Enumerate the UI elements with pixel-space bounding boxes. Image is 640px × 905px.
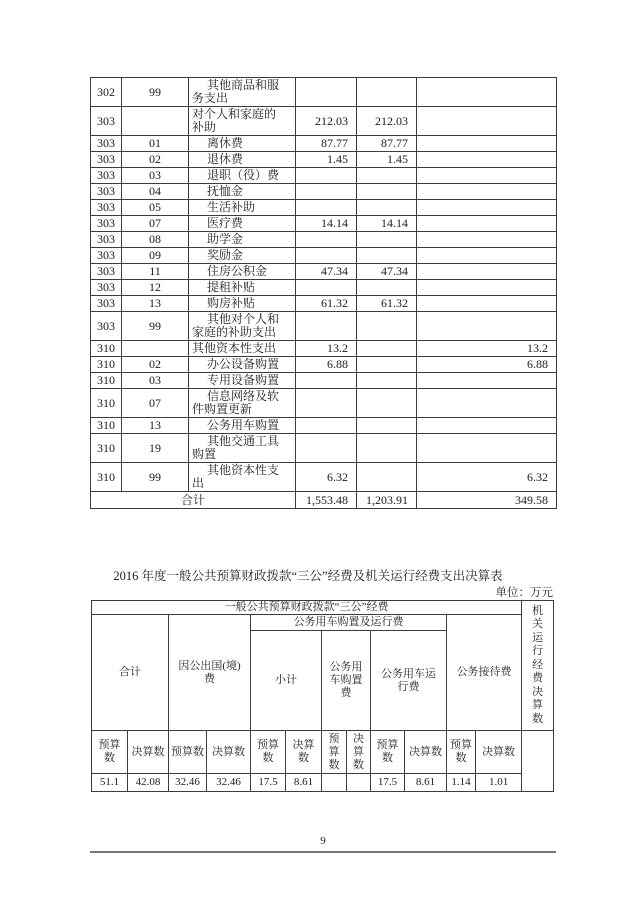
cell-class-code: 303 — [91, 107, 122, 136]
cell-class-code: 303 — [91, 168, 122, 184]
cell-value-other — [417, 434, 557, 463]
cell-subclass-code: 19 — [122, 434, 189, 463]
cell-class-code: 310 — [91, 389, 122, 418]
cell-value-other: 6.32 — [417, 463, 557, 492]
cell-value-other — [417, 264, 557, 280]
cell-subclass-code: 03 — [122, 168, 189, 184]
unit-label: 单位：万元 — [495, 587, 553, 599]
cell-class-code: 303 — [91, 200, 122, 216]
cell-item-name: 办公设备购置 — [189, 357, 296, 373]
budget-detail-row — [91, 200, 557, 216]
final-label-cell: 决算数 — [405, 731, 447, 774]
final-label-cell: 决算数 — [128, 731, 169, 774]
budget-detail-row — [91, 312, 557, 341]
cell-value-other — [417, 78, 557, 107]
cell-item-name: 专用设备购置 — [189, 373, 296, 389]
budget-label-cell: 预算数 — [169, 731, 207, 774]
cell-item-name: 信息网络及软件购置更新 — [189, 389, 296, 418]
cell-subclass-code: 01 — [122, 136, 189, 152]
budget-detail-row — [91, 373, 557, 389]
budget-detail-row — [91, 341, 557, 357]
cell-class-code: 303 — [91, 264, 122, 280]
header-row-group — [92, 601, 554, 615]
cell-value-budget — [296, 434, 357, 463]
cell-subclass-code: 99 — [122, 463, 189, 492]
cell-value-budget: 13.2 — [296, 341, 357, 357]
cell-subclass-code: 02 — [122, 357, 189, 373]
cell-class-code: 303 — [91, 248, 122, 264]
page-number: 9 — [320, 835, 326, 847]
cell-subclass-code: 03 — [122, 373, 189, 389]
cell-class-code: 310 — [91, 463, 122, 492]
cell-value-budget: 6.32 — [296, 463, 357, 492]
budget-detail-row — [91, 357, 557, 373]
cell-value-final — [357, 357, 417, 373]
cell-subclass-code: 99 — [122, 312, 189, 341]
cell-value-other — [417, 200, 557, 216]
measure-header-row — [92, 731, 554, 774]
cell-subclass-code: 99 — [122, 78, 189, 107]
cell-value-final — [357, 341, 417, 357]
cell-value-budget: 47.34 — [296, 264, 357, 280]
cell-class-code: 303 — [91, 296, 122, 312]
total-value-budget: 1,553.48 — [296, 492, 357, 509]
budget-detail-row — [91, 216, 557, 232]
budget-label-cell: 预算数 — [251, 731, 286, 774]
budget-detail-row — [91, 463, 557, 492]
cell-value-final — [357, 200, 417, 216]
budget-label-cell: 预算数 — [447, 731, 476, 774]
budget-detail-row — [91, 280, 557, 296]
budget-detail-row — [91, 418, 557, 434]
cell-value-budget: 212.03 — [296, 107, 357, 136]
cell-value-final — [357, 312, 417, 341]
cell-value-final — [357, 184, 417, 200]
cell-value-final: 87.77 — [357, 136, 417, 152]
expense-value-cell: 42.08 — [128, 774, 169, 792]
budget-detail-row — [91, 389, 557, 418]
header-row-categories — [92, 615, 554, 631]
cell-item-name: 退休费 — [189, 152, 296, 168]
cell-value-final: 14.14 — [357, 216, 417, 232]
cell-value-other — [417, 152, 557, 168]
vertical-header-text: 机关运行经费决算数 — [532, 604, 544, 725]
budget-detail-row — [91, 264, 557, 280]
budget-detail-table — [90, 77, 557, 509]
total-label-cell: 合计 — [91, 492, 296, 509]
cell-value-other — [417, 248, 557, 264]
cell-value-other — [417, 168, 557, 184]
total-value-final: 1,203.91 — [357, 492, 417, 509]
cell-subclass-code: 08 — [122, 232, 189, 248]
total-value-other: 349.58 — [417, 492, 557, 509]
budget-detail-row — [91, 168, 557, 184]
header-agency-operating-vertical — [522, 601, 554, 731]
expense-value-cell: 1.01 — [476, 774, 522, 792]
cell-value-other — [417, 296, 557, 312]
header-total: 合计 — [92, 615, 169, 731]
cell-value-budget — [296, 232, 357, 248]
header-reception-expense: 公务接待费 — [447, 615, 522, 731]
cell-value-final — [357, 434, 417, 463]
cell-value-budget — [296, 248, 357, 264]
cell-item-name: 抚恤金 — [189, 184, 296, 200]
cell-value-final — [357, 373, 417, 389]
cell-class-code: 303 — [91, 136, 122, 152]
cell-class-code: 310 — [91, 341, 122, 357]
cell-value-other — [417, 280, 557, 296]
final-label-cell: 决算数 — [207, 731, 251, 774]
cell-class-code: 303 — [91, 280, 122, 296]
cell-value-budget — [296, 78, 357, 107]
table2-title: 2016 年度一般公共预算财政拨款“三公”经费及机关运行经费支出决算表 — [113, 569, 503, 583]
cell-value-final: 61.32 — [357, 296, 417, 312]
cell-item-name: 离休费 — [189, 136, 296, 152]
header-subtotal: 小计 — [251, 631, 322, 731]
budget-detail-row — [91, 107, 557, 136]
cell-value-other — [417, 373, 557, 389]
cell-value-budget: 61.32 — [296, 296, 357, 312]
cell-item-name: 医疗费 — [189, 216, 296, 232]
expense-value-cell: 17.5 — [251, 774, 286, 792]
cell-item-name: 对个人和家庭的补助 — [189, 107, 296, 136]
cell-value-final — [357, 280, 417, 296]
cell-item-name: 公务用车购置 — [189, 418, 296, 434]
cell-subclass-code: 13 — [122, 296, 189, 312]
cell-class-code: 303 — [91, 216, 122, 232]
budget-detail-table-body — [91, 78, 557, 509]
cell-item-name: 购房补贴 — [189, 296, 296, 312]
final-label-cell: 决算数 — [286, 731, 322, 774]
header-abroad-expense: 因公出国(境)费 — [169, 615, 251, 731]
cell-class-code: 303 — [91, 312, 122, 341]
cell-class-code: 310 — [91, 418, 122, 434]
cell-value-final — [357, 78, 417, 107]
cell-value-final — [357, 232, 417, 248]
cell-value-final: 47.34 — [357, 264, 417, 280]
cell-item-name: 退职（役）费 — [189, 168, 296, 184]
final-label-cell: 决算数 — [347, 731, 371, 774]
cell-subclass-code: 13 — [122, 418, 189, 434]
budget-detail-row — [91, 248, 557, 264]
cell-subclass-code: 12 — [122, 280, 189, 296]
cell-value-other — [417, 418, 557, 434]
cell-value-budget — [296, 184, 357, 200]
cell-class-code: 310 — [91, 434, 122, 463]
expense-value-cell: 1.14 — [447, 774, 476, 792]
cell-value-budget — [296, 373, 357, 389]
final-label-cell: 决算数 — [476, 731, 522, 774]
cell-value-budget — [296, 280, 357, 296]
budget-detail-row — [91, 434, 557, 463]
cell-value-budget: 1.45 — [296, 152, 357, 168]
cell-item-name: 住房公积金 — [189, 264, 296, 280]
cell-item-name: 助学金 — [189, 232, 296, 248]
budget-label-cell: 预算数 — [322, 731, 347, 774]
cell-value-other — [417, 136, 557, 152]
cell-item-name: 其他交通工具购置 — [189, 434, 296, 463]
cell-value-budget — [296, 389, 357, 418]
cell-value-final — [357, 418, 417, 434]
total-row — [91, 492, 557, 509]
expense-value-cell: 17.5 — [371, 774, 405, 792]
expense-value-cell: 51.1 — [92, 774, 128, 792]
agency-operating-empty-cell — [522, 731, 554, 792]
header-vehicle-purchase: 公务用车购置费 — [322, 631, 371, 731]
footer-rule — [90, 851, 556, 853]
cell-subclass-code: 11 — [122, 264, 189, 280]
cell-value-final — [357, 168, 417, 184]
cell-value-final: 1.45 — [357, 152, 417, 168]
cell-item-name: 提租补贴 — [189, 280, 296, 296]
cell-class-code: 303 — [91, 152, 122, 168]
cell-item-name: 其他商品和服务支出 — [189, 78, 296, 107]
budget-detail-row — [91, 78, 557, 107]
cell-item-name: 其他资本性支出 — [189, 463, 296, 492]
cell-value-other: 6.88 — [417, 357, 557, 373]
cell-class-code: 302 — [91, 78, 122, 107]
cell-value-other: 13.2 — [417, 341, 557, 357]
cell-class-code: 303 — [91, 184, 122, 200]
sangong-expense-table — [91, 600, 554, 792]
cell-subclass-code — [122, 341, 189, 357]
cell-item-name: 其他对个人和家庭的补助支出 — [189, 312, 296, 341]
cell-value-budget — [296, 418, 357, 434]
cell-value-budget: 14.14 — [296, 216, 357, 232]
cell-item-name: 其他资本性支出 — [189, 341, 296, 357]
budget-detail-row — [91, 296, 557, 312]
cell-value-budget — [296, 168, 357, 184]
cell-subclass-code: 02 — [122, 152, 189, 168]
cell-value-budget: 6.88 — [296, 357, 357, 373]
cell-value-other — [417, 107, 557, 136]
expense-value-cell — [347, 774, 371, 792]
expense-value-cell: 8.61 — [405, 774, 447, 792]
expense-data-row — [92, 774, 554, 792]
cell-value-budget: 87.77 — [296, 136, 357, 152]
cell-subclass-code: 07 — [122, 389, 189, 418]
expense-value-cell — [322, 774, 347, 792]
budget-label-cell: 预算数 — [92, 731, 128, 774]
budget-label-cell: 预算数 — [371, 731, 405, 774]
cell-item-name: 生活补助 — [189, 200, 296, 216]
cell-subclass-code: 09 — [122, 248, 189, 264]
cell-subclass-code — [122, 107, 189, 136]
budget-detail-row — [91, 136, 557, 152]
header-general-public-budget: 一般公共预算财政拨款“三公”经费 — [92, 601, 522, 615]
cell-value-other — [417, 184, 557, 200]
cell-value-final — [357, 463, 417, 492]
cell-class-code: 303 — [91, 232, 122, 248]
cell-subclass-code: 07 — [122, 216, 189, 232]
cell-subclass-code: 04 — [122, 184, 189, 200]
budget-detail-row — [91, 152, 557, 168]
cell-value-other — [417, 232, 557, 248]
header-vehicle-operation: 公务用车运行费 — [371, 631, 447, 731]
cell-subclass-code: 05 — [122, 200, 189, 216]
cell-value-budget — [296, 312, 357, 341]
cell-value-final — [357, 248, 417, 264]
cell-value-final: 212.03 — [357, 107, 417, 136]
cell-class-code: 310 — [91, 373, 122, 389]
cell-value-other — [417, 312, 557, 341]
cell-value-budget — [296, 200, 357, 216]
expense-value-cell: 32.46 — [169, 774, 207, 792]
cell-value-other — [417, 216, 557, 232]
expense-value-cell: 8.61 — [286, 774, 322, 792]
header-vehicle-group: 公务用车购置及运行费 — [251, 615, 447, 631]
expense-value-cell: 32.46 — [207, 774, 251, 792]
cell-value-other — [417, 389, 557, 418]
cell-item-name: 奖励金 — [189, 248, 296, 264]
budget-detail-row — [91, 184, 557, 200]
budget-detail-row — [91, 232, 557, 248]
cell-class-code: 310 — [91, 357, 122, 373]
cell-value-final — [357, 389, 417, 418]
